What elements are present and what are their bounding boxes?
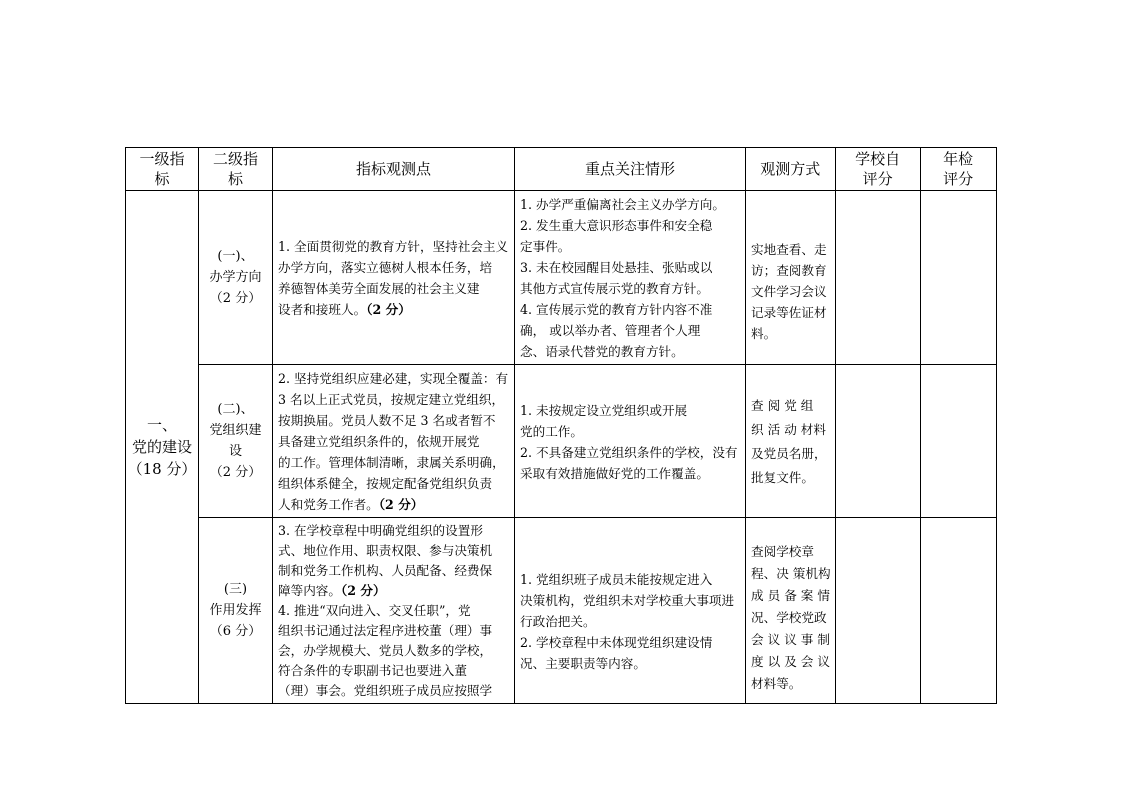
level2-cell: (二)、 党组织建 设 （2 分） bbox=[199, 365, 273, 518]
header-row bbox=[126, 148, 997, 191]
header-self-score: 学校自 评分 bbox=[835, 148, 920, 191]
self-score-cell[interactable] bbox=[835, 365, 920, 518]
annual-score-cell[interactable] bbox=[920, 518, 996, 704]
level2-cell: (三) 作用发挥 （6 分） bbox=[199, 518, 273, 704]
focus-cell: 1. 党组织班子成员未能按规定进入 决策机构，党组织未对学校重大事项进 行政治把关。 2. 学校章程中未体现党组织建设情 况、主要职责等内容。 bbox=[515, 518, 746, 704]
observation-cell: 3. 在学校章程中明确党组织的设置形 式、地位作用、职责权限、参与决策机 制和党务工作机构、人员配备、经费保 障等内容。（2 分） 4. 推进“双向进入、交叉任职”，党 组织书记通过法定程序进校董（理）事 会，办学规模大、党员人数多的学校， 符合条件的专职副书记也要进入董 （理）事会。党组织班子成员应按照学 bbox=[273, 518, 515, 704]
header-method: 观测方式 bbox=[746, 148, 836, 191]
annual-score-cell[interactable] bbox=[920, 191, 996, 365]
level1-cell: 一、 党的建设 （18 分） bbox=[126, 191, 199, 704]
annual-score-cell[interactable] bbox=[920, 365, 996, 518]
table-row bbox=[126, 191, 997, 365]
self-score-cell[interactable] bbox=[835, 518, 920, 704]
focus-cell: 1. 办学严重偏离社会主义办学方向。 2. 发生重大意识形态事件和安全稳 定事件。 3. 未在校园醒目处悬挂、张贴或以 其他方式宣传展示党的教育方针。 4. 宣传展示党的教育方针内容不准 确， 或以举办者、管理者个人理 念、语录代替党的教育方针。 bbox=[515, 191, 746, 365]
evaluation-table bbox=[125, 147, 997, 704]
table-row bbox=[126, 518, 997, 704]
observation-cell: 2. 坚持党组织应建必建，实现全覆盖：有 3 名以上正式党员，按规定建立党组织， 按期换届。党员人数不足 3 名或者暂不 具备建立党组织条件的，依规开展党 的工作。管理体制清晰，隶属关系明确， 组织体系健全，按规定配备党组织负责 人和党务工作者。（2 分） bbox=[273, 365, 515, 518]
method-cell: 查阅学校章 程、决 策机构 成 员 备 案 情 况、学校党政 会 议 议 事 制 度 以 及 会 议 材料等。 bbox=[746, 518, 836, 704]
observation-cell: 1. 全面贯彻党的教育方针，坚持社会主义 办学方向，落实立德树人根本任务，培 养德智体美劳全面发展的社会主义建 设者和接班人。（2 分） bbox=[273, 191, 515, 365]
focus-cell: 1. 未按规定设立党组织或开展 党的工作。 2. 不具备建立党组织条件的学校，没有 采取有效措施做好党的工作覆盖。 bbox=[515, 365, 746, 518]
header-level2: 二级指 标 bbox=[199, 148, 273, 191]
header-level1: 一级指 标 bbox=[126, 148, 199, 191]
table-row bbox=[126, 365, 997, 518]
self-score-cell[interactable] bbox=[835, 191, 920, 365]
method-cell: 实地查看、走 访；查阅教育 文件学习会议 记录等佐证材 料。 bbox=[746, 191, 836, 365]
level2-cell: (一)、 办学方向 （2 分） bbox=[199, 191, 273, 365]
header-observation: 指标观测点 bbox=[273, 148, 515, 191]
header-focus: 重点关注情形 bbox=[515, 148, 746, 191]
method-cell: 查 阅 党 组 织 活 动 材料 及党员名册， 批复文件。 bbox=[746, 365, 836, 518]
header-annual-score: 年检 评分 bbox=[920, 148, 996, 191]
